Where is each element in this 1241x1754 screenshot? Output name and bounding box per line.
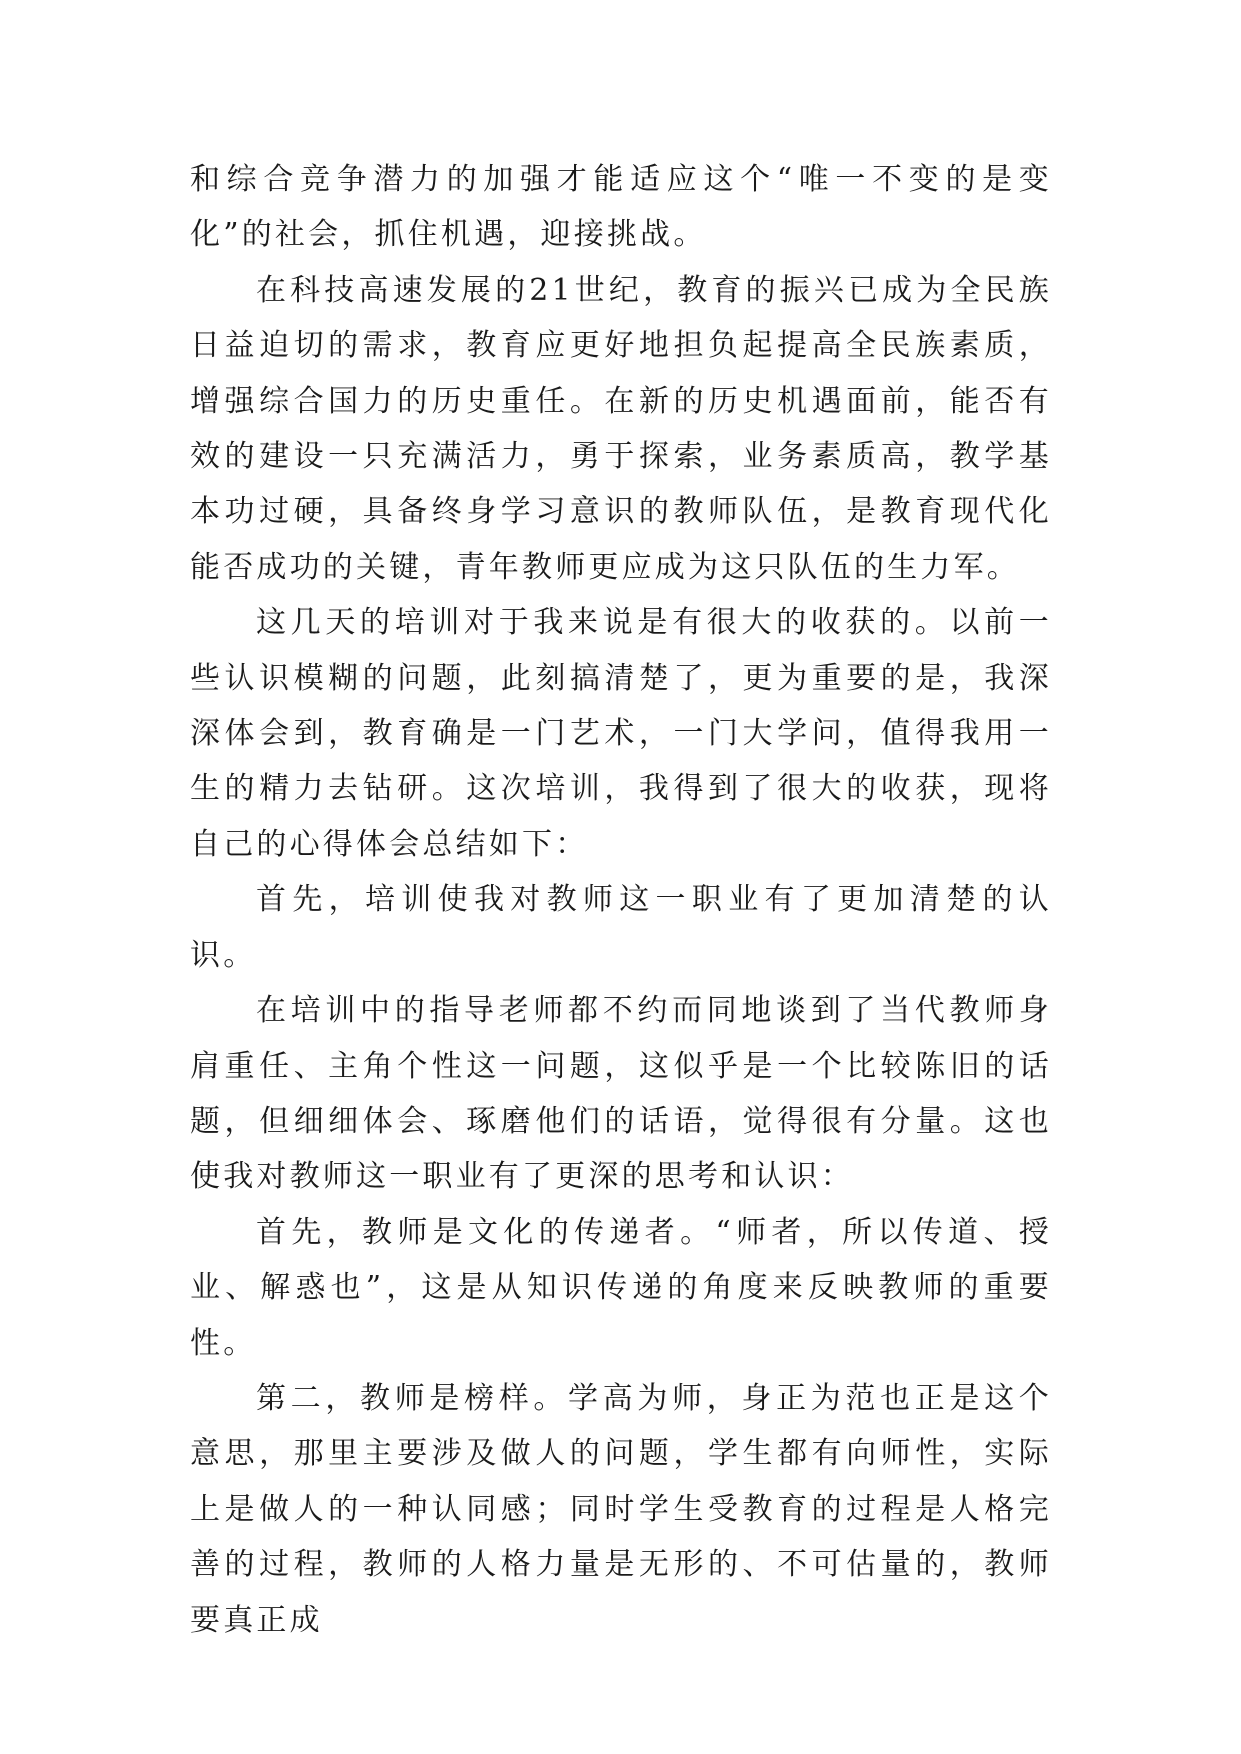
paragraph: 在科技高速发展的21世纪，教育的振兴已成为全民族日益迫切的需求，教育应更好地担负起提高全民族素质，增强综合国力的历史重任。在新的历史机遇面前，能否有效的建设一只充满活力，勇于探索，业务素质高，教学基本功过硬，具备终身学习意识的教师队伍，是教育现代化能否成功的关键，青年教师更应成为这只队伍的生力军。 (190, 272, 1052, 585)
document-body (190, 152, 1052, 1648)
paragraph: 和综合竞争潜力的加强才能适应这个“唯一不变的是变化”的社会，抓住机遇，迎接挑战。 (190, 162, 1052, 253)
paragraph: 第二，教师是榜样。学高为师，身正为范也正是这个意思，那里主要涉及做人的问题，学生都有向师性，实际上是做人的一种认同感；同时学生受教育的过程是人格完善的过程，教师的人格力量是无形的、不可估量的，教师要真正成 (190, 1380, 1052, 1638)
paragraph: 这几天的培训对于我来说是有很大的收获的。以前一些认识模糊的问题，此刻搞清楚了，更为重要的是，我深深体会到，教育确是一门艺术，一门大学问，值得我用一生的精力去钻研。这次培训，我得到了很大的收获，现将自己的心得体会总结如下： (190, 605, 1052, 862)
paragraph: 在培训中的指导老师都不约而同地谈到了当代教师身肩重任、主角个性这一问题，这似乎是一个比较陈旧的话题，但细细体会、琢磨他们的话语，觉得很有分量。这也使我对教师这一职业有了更深的思考和认识： (190, 993, 1052, 1195)
paragraph: 首先，培训使我对教师这一职业有了更加清楚的认识。 (190, 882, 1052, 973)
paragraph: 首先，教师是文化的传递者。“师者，所以传道、授业、解惑也”，这是从知识传递的角度来反映教师的重要性。 (190, 1214, 1052, 1361)
